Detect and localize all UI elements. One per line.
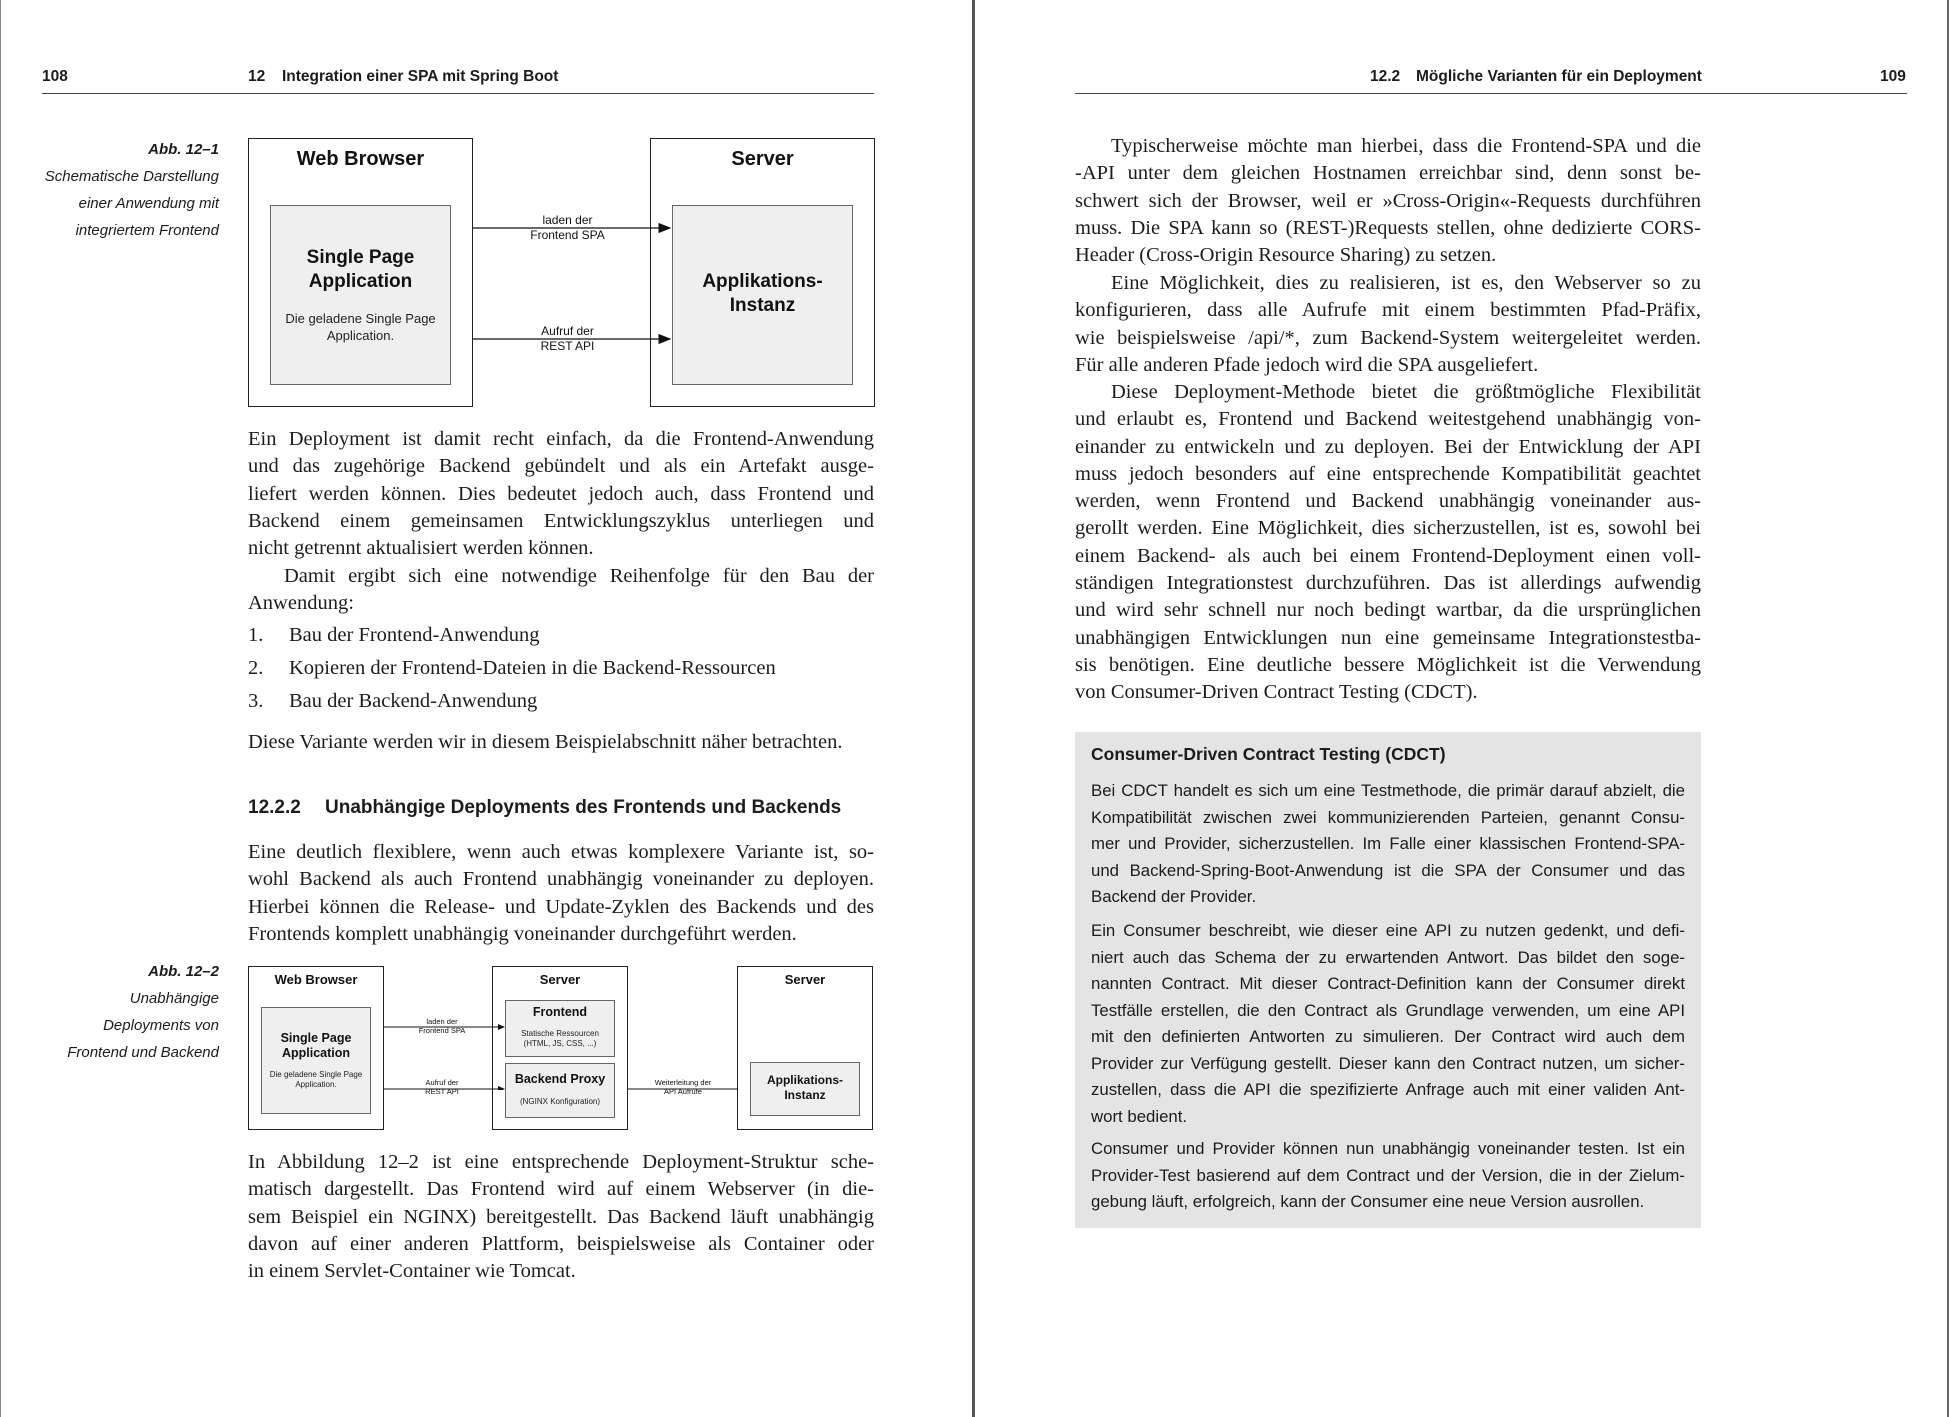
text-line: muss jedoch besonders auf eine entsprechende Kompatibilität geachtet — [1075, 462, 1701, 485]
book-spine — [972, 0, 975, 1417]
figure2-arrow3-label — [640, 1078, 726, 1096]
text-line: davon auf einer anderen Plattform, beispielsweise als Container oder — [248, 1232, 874, 1255]
text-line: wohl Backend als auch Frontend unabhängig voneinander zu deployen. — [248, 868, 874, 891]
section-number-header: 12.2 — [1370, 68, 1401, 85]
cdct-info-box — [1075, 732, 1701, 1228]
text-line: einander zu entwickeln und zu deployen. Bei der Entwicklung der API — [1075, 435, 1701, 458]
text-line: Kompatibilität zwischen zwei kommunizierenden Parteien, genannt Consu- — [1091, 807, 1685, 827]
cdct-paragraph-1 — [1091, 778, 1685, 911]
text-line: und wird sehr schnell nur noch bedingt wartbar, da die ursprünglichen — [1075, 599, 1701, 622]
figure2-spa-title — [262, 1031, 370, 1061]
section-title-1222: Unabhängige Deployments des Frontends und Backends — [325, 797, 842, 818]
section-title-header: Mögliche Varianten für ein Deployment — [1416, 68, 1702, 85]
text-line: und das zugehörige Backend gebündelt und als ein Artefakt ausge- — [248, 455, 874, 478]
figure2-proxy-title: Backend Proxy — [514, 1072, 606, 1086]
left-paragraph-2 — [248, 563, 874, 618]
text-line: einem Backend- als auch bei einem Frontend-Deployment einen voll- — [1075, 544, 1701, 567]
arrow-label-line: Frontend SPA — [418, 1026, 466, 1035]
frontend-desc-line: (HTML, JS, CSS, ...) — [523, 1039, 597, 1048]
spa-title-line: Single Page — [280, 1031, 352, 1045]
right-paragraph-1 — [1075, 133, 1701, 269]
text-line: Header (Cross-Origin Resource Sharing) zu setzen. — [1075, 244, 1497, 267]
text-line: matisch dargestellt. Das Frontend wird auf einem Webserver (in die- — [248, 1178, 874, 1201]
figure2-caption-line: Frontend und Backend — [67, 1044, 219, 1061]
text-line: Ein Deployment ist damit recht einfach, da die Frontend-Anwendung — [248, 428, 874, 450]
figure1-caption-line: Schematische Darstellung — [44, 168, 219, 185]
list-text: Bau der Frontend-Anwendung — [289, 624, 540, 646]
text-line: und erlaubt es, Frontend und Backend weitestgehend unabhängig von- — [1075, 408, 1701, 431]
figure1-server-box — [650, 138, 875, 407]
text-line: werden, wenn Frontend und Backend unabhängig voneinander aus- — [1075, 490, 1701, 513]
instance-line: Applikations- — [766, 1073, 843, 1087]
text-line: gerollt werden. Eine Möglichkeit, dies sicherzustellen, ist es, sowohl bei — [1075, 517, 1701, 540]
arrow-label-line: Frontend SPA — [530, 228, 605, 242]
text-line: Hierbei können die Release- und Update-Zyklen des Backends und des — [248, 895, 874, 918]
figure1-instance-label — [673, 270, 852, 318]
arrow-label-line: REST API — [540, 339, 595, 353]
page-number-left: 108 — [42, 68, 68, 85]
text-line: Frontends komplett unabhängig voneinander durchgeführt werden. — [248, 922, 797, 945]
list-number: 2. — [248, 657, 264, 679]
list-text: Bau der Backend-Anwendung — [289, 690, 538, 712]
section-number-1222: 12.2.2 — [248, 797, 301, 818]
text-line: wie beispielsweise /api/*, zum Backend-System weitergeleitet werden. — [1075, 326, 1701, 349]
figure1-caption-line: integriertem Frontend — [75, 222, 219, 239]
text-line: In Abbildung 12–2 ist eine entsprechende Deployment-Struktur sche- — [248, 1151, 874, 1173]
figure2-caption-line: Deployments von — [103, 1017, 219, 1034]
list-text: Kopieren der Frontend-Dateien in die Backend-Ressourcen — [289, 657, 776, 679]
arrow-label-line: API Aufrufe — [664, 1087, 702, 1096]
figure2-arrow1-label — [400, 1017, 484, 1035]
text-line: in einem Servlet-Container wie Tomcat. — [248, 1260, 576, 1283]
text-line: mer und Provider, sicherzustellen. Im Falle einer klassischen Frontend-SPA- — [1091, 834, 1685, 853]
figure2-spa-box — [261, 1007, 371, 1114]
spa-desc-line: Application. — [295, 1080, 337, 1089]
text-line: Für alle anderen Pfade jedoch wird die SPA ausgeliefert. — [1075, 353, 1539, 376]
figure2-web-browser-box — [248, 966, 384, 1130]
text-line: nannten Contract. Mit dieser Contract-Definition kann der Consumer direkt — [1091, 974, 1685, 993]
left-paragraph-3 — [248, 729, 874, 756]
text-line: Bei CDCT handelt es sich um eine Testmethode, die primär darauf abzielt, die — [1091, 781, 1685, 800]
text-line: liefert werden können. Dies bedeutet jedoch auch, dass Frontend und — [248, 482, 874, 505]
figure2-frontend-title: Frontend — [532, 1005, 588, 1019]
text-line: Diese Variante werden wir in diesem Beispielabschnitt näher betrachten. — [248, 731, 843, 753]
text-line: muss. Die SPA kann so (REST-)Requests stellen, ohne dedizierte CORS- — [1075, 216, 1701, 239]
spa-title-line: Single Page — [306, 247, 415, 268]
instance-line: Instanz — [729, 295, 796, 316]
chapter-title: Integration einer SPA mit Spring Boot — [282, 68, 559, 85]
text-line: Backend einem gemeinsamen Entwicklungszyklus unterliegen und — [248, 509, 874, 532]
text-line: Provider zur Verfügung gestellt. Dieser kann den Contract nutzen, um sicher- — [1091, 1053, 1685, 1073]
cdct-paragraph-3 — [1091, 1136, 1685, 1216]
text-line: Backend der Provider. — [1091, 887, 1257, 906]
text-line: ständigen Integrationstest durchzuführen. Das ist allerdings aufwendig — [1075, 572, 1701, 595]
text-line: von Consumer-Driven Contract Testing (CDCT). — [1075, 681, 1478, 704]
figure2-caption-line: Unabhängige — [129, 990, 219, 1007]
text-line: sem Beispiel ein NGINX) bereitgestellt. Das Backend läuft unabhängig — [248, 1205, 874, 1228]
spa-title-line: Application — [308, 271, 413, 292]
text-line: nicht getrennt aktualisiert werden können. — [248, 537, 594, 560]
figure1-arrow1-label — [505, 213, 630, 243]
text-line: wort bedient. — [1091, 1106, 1188, 1126]
text-line: Eine Möglichkeit, dies zu realisieren, ist es, den Webserver so zu — [1111, 272, 1701, 294]
figure1-web-browser-box — [248, 138, 473, 407]
text-line: Diese Deployment-Methode bietet die größtmögliche Flexibilität — [1111, 381, 1701, 403]
cdct-box-title: Consumer-Driven Contract Testing (CDCT) — [1091, 744, 1446, 764]
left-paragraph-1 — [248, 426, 874, 562]
text-line: gebung läuft, erfolgreich, kann der Consumer eine neue Version ausrollen. — [1091, 1192, 1645, 1211]
text-line: -API unter dem gleichen Hostnamen erreichbar sind, denn sonst be- — [1075, 162, 1701, 185]
text-line: schwert sich der Browser, weil er »Cross-Origin«-Requests durchführen — [1075, 189, 1701, 212]
frontend-desc-line: Statische Ressourcen — [521, 1029, 599, 1038]
arrow-label-line: laden der — [426, 1017, 458, 1026]
arrow-label-line: Aufruf der — [425, 1078, 459, 1087]
figure1-caption-line: einer Anwendung mit — [78, 195, 219, 212]
left-paragraph-5 — [248, 1149, 874, 1285]
figure1-spa-title — [271, 246, 450, 294]
list-number: 3. — [248, 690, 264, 712]
arrow-label-line: REST API — [425, 1087, 459, 1096]
figure2-proxy-desc: (NGINX Konfiguration) — [519, 1097, 601, 1106]
text-line: Typischerweise möchte man hierbei, dass die Frontend-SPA und die — [1111, 135, 1701, 157]
text-line: Anwendung: — [248, 592, 354, 615]
header-rule-right — [1075, 93, 1907, 94]
figure2-browser-title: Web Browser — [274, 972, 358, 987]
figure1-spa-box — [270, 205, 451, 385]
figure2-spa-desc — [262, 1070, 370, 1090]
text-line: Provider-Test basierend auf dem Contract und der Version, die in der Zielum- — [1091, 1165, 1685, 1185]
figure2-label: Abb. 12–2 — [148, 963, 219, 980]
instance-line: Applikations- — [702, 271, 823, 292]
figure1-label: Abb. 12–1 — [148, 141, 219, 158]
text-line: sis benötigen. Eine deutliche bessere Möglichkeit ist die Verwendung — [1075, 653, 1701, 676]
header-rule-left — [42, 93, 874, 94]
figure2-server1-title: Server — [539, 972, 581, 987]
figure2-arrow2-label — [400, 1078, 484, 1096]
figure2-instance-label — [751, 1073, 859, 1103]
page-number-right: 109 — [1880, 68, 1906, 85]
right-paragraph-2 — [1075, 270, 1701, 379]
figure1-browser-title: Web Browser — [296, 148, 425, 170]
arrow-label-line: Aufruf der — [541, 324, 594, 338]
text-line: Damit ergibt sich eine notwendige Reihenfolge für den Bau der — [284, 565, 874, 587]
figure2-instance-box — [750, 1062, 860, 1116]
figure1-arrow2-label — [505, 324, 630, 354]
right-paragraph-3 — [1075, 379, 1701, 707]
left-paragraph-4 — [248, 839, 874, 948]
text-line: zustellen, dass die API die spezifizierte Anfrage auch mit einer validen Ant- — [1091, 1080, 1685, 1099]
figure1-caption — [42, 136, 219, 244]
text-line: Ein Consumer beschreibt, wie dieser eine API zu nutzen gedenkt, und defi- — [1091, 921, 1685, 940]
text-line: Testfälle erstellen, die den Contract als Grundlage verwenden, um eine API — [1091, 1000, 1685, 1020]
spa-title-line: Application — [281, 1046, 351, 1060]
text-line: niert auch das Schema der zu erwartenden Antwort. Das bildet den soge- — [1091, 947, 1685, 967]
text-line: und Backend-Spring-Boot-Anwendung ist die SPA der Consumer und das — [1091, 860, 1685, 880]
figure2-server2-box — [737, 966, 873, 1130]
arrow-label-line: laden der — [542, 213, 593, 227]
spa-desc-line: Die geladene Single Page — [269, 1070, 363, 1079]
text-line: mit den definierten Antworten zu simulieren. Der Contract wird auch dem — [1091, 1027, 1685, 1046]
figure2-server2-title: Server — [784, 972, 826, 987]
instance-line: Instanz — [784, 1088, 826, 1102]
text-line: Consumer und Provider können nun unabhängig voneinander testen. Ist ein — [1091, 1139, 1685, 1158]
text-line: Eine deutlich flexiblere, wenn auch etwas komplexere Variante ist, so- — [248, 841, 874, 863]
cdct-paragraph-2 — [1091, 918, 1685, 1130]
chapter-number: 12 — [248, 68, 266, 85]
arrow-label-line: Weiterleitung der — [654, 1078, 712, 1087]
figure1-instance-box — [672, 205, 853, 385]
figure1-spa-desc — [271, 310, 450, 344]
spa-desc-line: Application. — [326, 328, 395, 343]
text-line: unabhängigen Entwicklungen nun eine gemeinsame Integrationstestba- — [1075, 626, 1701, 649]
spa-desc-line: Die geladene Single Page — [285, 311, 436, 326]
figure1-server-title: Server — [731, 148, 794, 170]
list-number: 1. — [248, 624, 264, 646]
figure2-caption — [42, 958, 219, 1066]
text-line: konfigurieren, dass alle Aufrufe mit einem bestimmten Pfad-Präfix, — [1075, 299, 1701, 322]
